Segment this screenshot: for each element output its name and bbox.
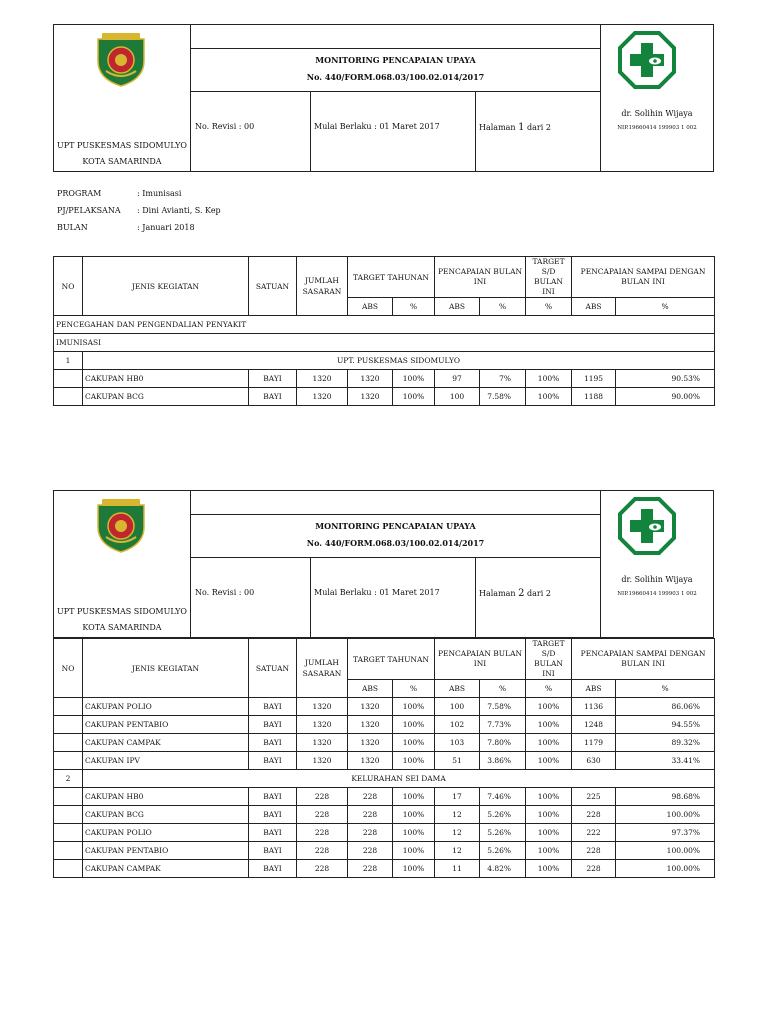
- cell-cum-pct: 89.32%: [616, 734, 715, 752]
- row-no-cell: [54, 698, 83, 716]
- cell-cum-pct: 33.41%: [616, 752, 715, 770]
- form-number: No. 440/FORM.068.03/100.02.014/2017: [306, 538, 485, 548]
- row-no-cell: [54, 788, 83, 806]
- row-no-cell: [54, 806, 83, 824]
- cell-cum-pct: 98.68%: [616, 788, 715, 806]
- cell-target-abs: 1320: [348, 716, 393, 734]
- cell-month-pct: 5.26%: [480, 806, 526, 824]
- cell-target-pct: 100%: [393, 824, 435, 842]
- cell-unit: BAYI: [249, 698, 297, 716]
- cell-cum-pct: 100.00%: [616, 860, 715, 878]
- page-indicator: Halaman 1 dari 2: [479, 122, 551, 133]
- cell-activity: CAKUPAN CAMPAK: [83, 860, 249, 878]
- cell-unit: BAYI: [249, 842, 297, 860]
- form-header: [53, 490, 714, 638]
- cell-target-abs: 228: [348, 788, 393, 806]
- cell-activity: CAKUPAN PENTABIO: [83, 842, 249, 860]
- cell-unit: BAYI: [249, 388, 297, 406]
- cell-target-pop: 1320: [297, 734, 348, 752]
- cell-month-abs: 12: [435, 824, 480, 842]
- cell-target-pct: 100%: [393, 716, 435, 734]
- cell-month-pct: 3.86%: [480, 752, 526, 770]
- col-pct: %: [480, 298, 526, 316]
- cell-cum-abs: 228: [572, 860, 616, 878]
- row-no-cell: [54, 734, 83, 752]
- col-no: NO: [54, 257, 83, 316]
- effective-date: Mulai Berlaku : 01 Maret 2017: [314, 588, 440, 597]
- cell-cum-pct: 94.55%: [616, 716, 715, 734]
- cell-cum-abs: 228: [572, 806, 616, 824]
- cell-target-pct: 100%: [393, 752, 435, 770]
- col-jenis: JENIS KEGIATAN: [83, 639, 249, 698]
- cell-target-abs: 228: [348, 806, 393, 824]
- col-abs: ABS: [435, 680, 480, 698]
- cell-target-pct: 100%: [393, 788, 435, 806]
- bulan-label: BULAN: [57, 223, 88, 232]
- cell-month-abs: 11: [435, 860, 480, 878]
- col-abs: ABS: [348, 680, 393, 698]
- col-target-tahunan: TARGET TAHUNAN: [348, 257, 435, 298]
- cell-target-abs: 1320: [348, 370, 393, 388]
- page-indicator: Halaman 2 dari 2: [479, 588, 551, 599]
- table-row: [54, 824, 715, 842]
- cell-cum-pct: 90.00%: [616, 388, 715, 406]
- cell-target-pct: 100%: [393, 842, 435, 860]
- cell-activity: CAKUPAN PENTABIO: [83, 716, 249, 734]
- col-no: NO: [54, 639, 83, 698]
- subsection-title: IMUNISASI: [54, 334, 715, 352]
- city-seal-logo: [92, 31, 150, 89]
- cell-target-abs: 1320: [348, 698, 393, 716]
- cell-cum-abs: 228: [572, 842, 616, 860]
- cell-unit: BAYI: [249, 370, 297, 388]
- cell-activity: CAKUPAN POLIO: [83, 698, 249, 716]
- form-header: [53, 24, 714, 172]
- cell-month-pct: 5.26%: [480, 842, 526, 860]
- cell-cum-pct: 100.00%: [616, 806, 715, 824]
- row-no-cell: [54, 370, 83, 388]
- cell-cum-pct: 86.06%: [616, 698, 715, 716]
- cell-target-pop: 228: [297, 824, 348, 842]
- table-row: [54, 388, 715, 406]
- revision-number: No. Revisi : 00: [195, 122, 255, 131]
- cell-cum-target-pct: 100%: [526, 716, 572, 734]
- header-meta-cell: [191, 92, 600, 171]
- cell-cum-pct: 97.37%: [616, 824, 715, 842]
- table-row: [54, 734, 715, 752]
- cell-unit: BAYI: [249, 860, 297, 878]
- cell-cum-target-pct: 100%: [526, 842, 572, 860]
- form-title: MONITORING PENCAPAIAN UPAYA: [315, 55, 476, 65]
- cell-month-pct: 7.80%: [480, 734, 526, 752]
- cell-cum-target-pct: 100%: [526, 788, 572, 806]
- cell-month-abs: 97: [435, 370, 480, 388]
- org-city: KOTA SAMARINDA: [82, 623, 162, 632]
- cell-cum-target-pct: 100%: [526, 698, 572, 716]
- header-title-cell: [191, 514, 600, 558]
- cell-target-abs: 228: [348, 842, 393, 860]
- col-abs: ABS: [348, 298, 393, 316]
- cell-target-pop: 228: [297, 842, 348, 860]
- col-pct: %: [616, 298, 715, 316]
- cell-cum-abs: 222: [572, 824, 616, 842]
- col-pencapaian-bulan: PENCAPAIAN BULAN INI: [435, 257, 526, 298]
- table-row: [54, 788, 715, 806]
- cell-target-pct: 100%: [393, 388, 435, 406]
- col-pct: %: [526, 298, 572, 316]
- health-cross-icon: [618, 31, 676, 91]
- row-no-cell: [54, 388, 83, 406]
- signer-nip: NIP.19660414 199903 1 002: [617, 125, 697, 131]
- signer-name: dr. Solihin Wijaya: [621, 109, 693, 118]
- table-row: [54, 806, 715, 824]
- form-number: No. 440/FORM.068.03/100.02.014/2017: [306, 72, 485, 82]
- header-title-cell: [191, 48, 600, 92]
- cell-month-pct: 7.58%: [480, 388, 526, 406]
- row-no-cell: [54, 842, 83, 860]
- cell-month-abs: 100: [435, 388, 480, 406]
- cell-cum-pct: 90.53%: [616, 370, 715, 388]
- header-meta-cell: [191, 558, 600, 637]
- signer-name: dr. Solihin Wijaya: [621, 575, 693, 584]
- cell-cum-abs: 225: [572, 788, 616, 806]
- col-satuan: SATUAN: [249, 257, 297, 316]
- col-jenis: JENIS KEGIATAN: [83, 257, 249, 316]
- cell-month-pct: 7%: [480, 370, 526, 388]
- signer-nip: NIP.19660414 199903 1 002: [617, 591, 697, 597]
- cell-target-pop: 1320: [297, 370, 348, 388]
- row-no-cell: [54, 752, 83, 770]
- cell-activity: CAKUPAN HB0: [83, 370, 249, 388]
- row-no-cell: [54, 824, 83, 842]
- cell-cum-target-pct: 100%: [526, 824, 572, 842]
- col-pencapaian-bulan: PENCAPAIAN BULAN INI: [435, 639, 526, 680]
- cell-month-abs: 103: [435, 734, 480, 752]
- cell-cum-target-pct: 100%: [526, 860, 572, 878]
- section-title: PENCEGAHAN DAN PENGENDALIAN PENYAKIT: [54, 316, 715, 334]
- table-row: [54, 698, 715, 716]
- group-name: UPT. PUSKESMAS SIDOMULYO: [83, 352, 715, 370]
- cell-cum-abs: 1248: [572, 716, 616, 734]
- revision-number: No. Revisi : 00: [195, 588, 255, 597]
- group-no: 2: [54, 770, 83, 788]
- form-title: MONITORING PENCAPAIAN UPAYA: [315, 521, 476, 531]
- page-number: 2: [518, 588, 525, 599]
- cell-activity: CAKUPAN IPV: [83, 752, 249, 770]
- col-target-tahunan: TARGET TAHUNAN: [348, 639, 435, 680]
- cell-target-pop: 1320: [297, 698, 348, 716]
- col-pencapaian-sampai: PENCAPAIAN SAMPAI DENGAN BULAN INI: [572, 257, 715, 298]
- cell-cum-target-pct: 100%: [526, 370, 572, 388]
- cell-target-pop: 1320: [297, 752, 348, 770]
- col-abs: ABS: [572, 298, 616, 316]
- col-pct: %: [393, 680, 435, 698]
- cell-cum-pct: 100.00%: [616, 842, 715, 860]
- col-target-sd: TARGET S/D BULAN INI: [526, 639, 572, 680]
- cell-unit: BAYI: [249, 824, 297, 842]
- cell-month-pct: 7.46%: [480, 788, 526, 806]
- cell-unit: BAYI: [249, 734, 297, 752]
- cell-month-abs: 12: [435, 842, 480, 860]
- cell-activity: CAKUPAN POLIO: [83, 824, 249, 842]
- cell-unit: BAYI: [249, 716, 297, 734]
- pj-label: PJ/PELAKSANA: [57, 206, 121, 215]
- table-row: [54, 370, 715, 388]
- cell-cum-target-pct: 100%: [526, 388, 572, 406]
- cell-activity: CAKUPAN CAMPAK: [83, 734, 249, 752]
- cell-activity: CAKUPAN BCG: [83, 806, 249, 824]
- col-satuan: SATUAN: [249, 639, 297, 698]
- cell-month-pct: 7.73%: [480, 716, 526, 734]
- bulan-value: : Januari 2018: [137, 223, 195, 232]
- cell-target-pop: 1320: [297, 388, 348, 406]
- cell-month-abs: 51: [435, 752, 480, 770]
- col-jumlah: JUMLAH SASARAN: [297, 257, 348, 316]
- col-pct: %: [526, 680, 572, 698]
- cell-unit: BAYI: [249, 806, 297, 824]
- cell-target-pct: 100%: [393, 698, 435, 716]
- col-target-sd: TARGET S/D BULAN INI: [526, 257, 572, 298]
- table-row: [54, 716, 715, 734]
- org-name: UPT PUSKESMAS SIDOMULYO: [57, 607, 187, 616]
- table-row: [54, 752, 715, 770]
- table-row: [54, 860, 715, 878]
- cell-target-abs: 228: [348, 824, 393, 842]
- table-row: [54, 842, 715, 860]
- col-pct: %: [393, 298, 435, 316]
- cell-target-abs: 1320: [348, 388, 393, 406]
- monitoring-table-2: [53, 638, 715, 878]
- header-right-cell: [600, 491, 713, 637]
- col-pct: %: [480, 680, 526, 698]
- cell-unit: BAYI: [249, 752, 297, 770]
- cell-target-pop: 228: [297, 806, 348, 824]
- header-left-cell: [54, 25, 191, 171]
- health-cross-icon: [618, 497, 676, 557]
- cell-cum-abs: 1136: [572, 698, 616, 716]
- cell-month-pct: 7.58%: [480, 698, 526, 716]
- cell-cum-target-pct: 100%: [526, 734, 572, 752]
- row-no-cell: [54, 860, 83, 878]
- col-pct: %: [616, 680, 715, 698]
- program-label: PROGRAM: [57, 189, 102, 198]
- cell-target-pct: 100%: [393, 370, 435, 388]
- city-seal-logo: [92, 497, 150, 555]
- cell-month-abs: 102: [435, 716, 480, 734]
- cell-target-abs: 228: [348, 860, 393, 878]
- program-value: : Imunisasi: [137, 189, 182, 198]
- group-no: 1: [54, 352, 83, 370]
- cell-target-pct: 100%: [393, 860, 435, 878]
- cell-target-pop: 228: [297, 788, 348, 806]
- group-name: KELURAHAN SEI DAMA: [83, 770, 715, 788]
- col-pencapaian-sampai: PENCAPAIAN SAMPAI DENGAN BULAN INI: [572, 639, 715, 680]
- cell-cum-abs: 1179: [572, 734, 616, 752]
- cell-cum-abs: 630: [572, 752, 616, 770]
- cell-month-abs: 17: [435, 788, 480, 806]
- cell-cum-abs: 1195: [572, 370, 616, 388]
- header-left-cell: [54, 491, 191, 637]
- cell-activity: CAKUPAN HB0: [83, 788, 249, 806]
- pj-value: : Dini Avianti, S. Kep: [137, 206, 221, 215]
- org-name: UPT PUSKESMAS SIDOMULYO: [57, 141, 187, 150]
- col-abs: ABS: [572, 680, 616, 698]
- org-city: KOTA SAMARINDA: [82, 157, 162, 166]
- cell-target-abs: 1320: [348, 734, 393, 752]
- cell-month-pct: 5.26%: [480, 824, 526, 842]
- cell-target-pct: 100%: [393, 806, 435, 824]
- cell-month-abs: 12: [435, 806, 480, 824]
- row-no-cell: [54, 716, 83, 734]
- cell-cum-abs: 1188: [572, 388, 616, 406]
- monitoring-table-1: [53, 256, 715, 406]
- col-jumlah: JUMLAH SASARAN: [297, 639, 348, 698]
- cell-month-pct: 4.82%: [480, 860, 526, 878]
- col-abs: ABS: [435, 298, 480, 316]
- page-number: 1: [518, 122, 525, 133]
- cell-cum-target-pct: 100%: [526, 752, 572, 770]
- cell-target-pct: 100%: [393, 734, 435, 752]
- cell-target-abs: 1320: [348, 752, 393, 770]
- cell-target-pop: 1320: [297, 716, 348, 734]
- cell-cum-target-pct: 100%: [526, 806, 572, 824]
- cell-activity: CAKUPAN BCG: [83, 388, 249, 406]
- cell-unit: BAYI: [249, 788, 297, 806]
- cell-target-pop: 228: [297, 860, 348, 878]
- cell-month-abs: 100: [435, 698, 480, 716]
- effective-date: Mulai Berlaku : 01 Maret 2017: [314, 122, 440, 131]
- header-right-cell: [600, 25, 713, 171]
